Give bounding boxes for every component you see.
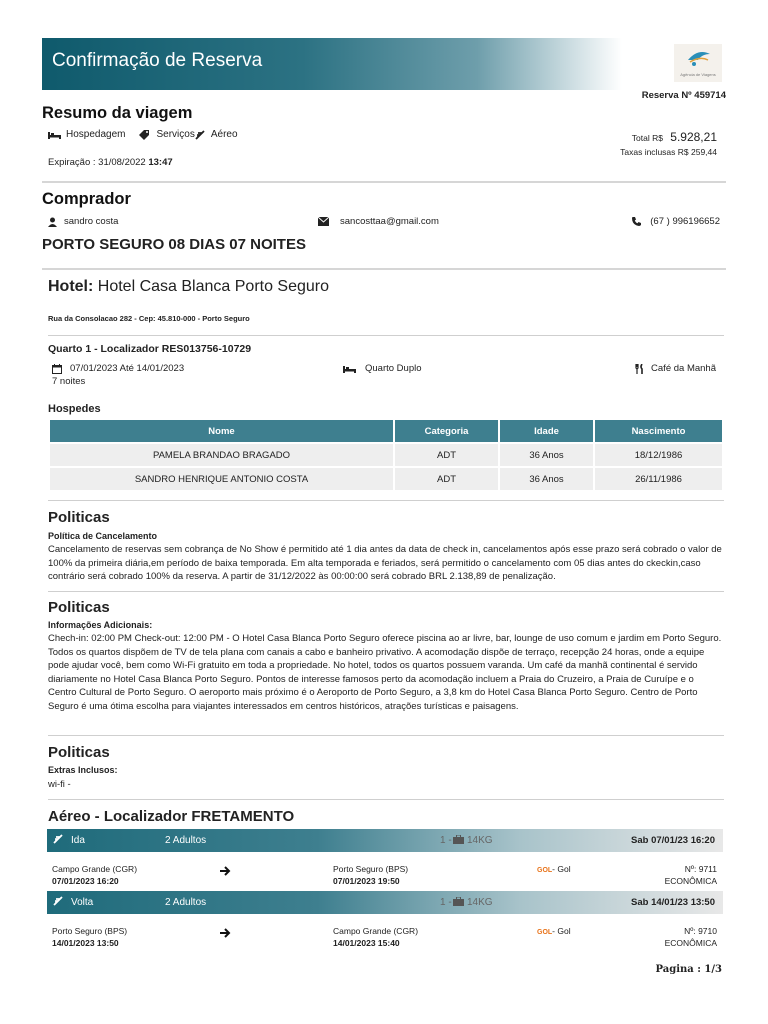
policy-title: Politicas — [48, 509, 110, 526]
airline — [537, 863, 571, 877]
guest-category: ADT — [395, 444, 498, 466]
expiration — [48, 157, 173, 168]
col-header-category: Categoria — [395, 420, 498, 442]
total-value: 5.928,21 — [670, 130, 717, 144]
airline-name: - Gol — [552, 864, 571, 874]
calendar-icon — [52, 364, 64, 374]
room-title: Quarto 1 - Localizador RES013756-10729 — [48, 343, 252, 355]
divider — [48, 591, 724, 592]
leg-pax: 2 Adultos — [165, 835, 207, 846]
hotel-heading — [48, 278, 329, 296]
leg-direction: Volta — [71, 897, 94, 908]
airline-logo: GOL — [537, 867, 553, 874]
origin-datetime: 14/01/2023 13:50 — [52, 938, 119, 948]
summary-item-lodging: Hospedagem — [66, 129, 126, 140]
agency-logo — [674, 44, 722, 82]
total-price — [632, 130, 717, 144]
envelope-icon — [318, 217, 330, 227]
policy-subtitle: Política de Cancelamento — [48, 531, 158, 541]
bed-icon — [343, 364, 355, 374]
plane-icon — [195, 130, 207, 140]
policy-text: Cancelamento de reservas sem cobrança de No Show é permitido até 1 dia antes da data de check in, cancelamentos após esse prazo será cobrado o valor de 100% da primeira diária,em período de baixa temporada. Em alta temporada e feriados, será permitido o cancelamento com 05 dias antes do ckeckin,caso contrário será cobrado 100% da reserva. A partir de 31/12/2022 às 00:00:00 será cobrado BRL 2.138,89 de penalização. — [48, 544, 722, 582]
room-dates: 07/01/2023 Até 14/01/2023 — [70, 363, 185, 374]
divider — [48, 335, 724, 336]
policy-title: Politicas — [48, 744, 110, 761]
bag-count: 1 - — [440, 835, 452, 846]
guest-age: 36 Anos — [500, 468, 593, 490]
divider — [48, 799, 724, 800]
summary-item-air: Aéreo — [210, 129, 238, 140]
buyer-name: sandro costa — [64, 216, 119, 227]
cutlery-icon — [635, 364, 647, 374]
policy-text: Chech-in: 02:00 PM Check-out: 12:00 PM - O Hotel Casa Blanca Porto Seguro oferece piscina ao ar livre, bar, lounge de uso comum e jardim em Porto Seguro. Todos os quartos dispõem de TV de tela plana com canais a cabo e banheiro privativo. A acomodação dispõe de terraço, recepção 24 horas, onde a equipe pode ajudar você, bem como Wi-Fi gratuito em toda a propriedade. No hotel, todos os quartos possuem varanda. Um café da manhã continental é servido diariamente no Hotel Casa Blanca Porto Seguro. Pontos de interesse famosos perto da acomodação incluem a Praia do Cruzeiro, a Praia de Curuípe e o Centro Cultural de Porto Seguro. O aeroporto mais próximo é o Aeroporto de Porto Seguro, a 3,8 km do Hotel Casa Blanca Porto Seguro. Centro de Porto Seguro é uma ótima escolha para viajantes interessados em centros históricos, atrações turísticas e paisagens. — [48, 633, 722, 712]
destination-airport: Campo Grande (CGR) — [333, 926, 419, 936]
policy-text: wi-fi - — [48, 779, 71, 790]
summary-items — [48, 129, 238, 140]
buyer-email-row — [318, 216, 439, 227]
page-number: Pagina : 1/3 — [655, 964, 722, 975]
airline-name: - Gol — [552, 926, 571, 936]
hotel-address: Rua da Consolacao 282 - Cep: 45.810-000 - Porto Seguro — [48, 314, 250, 323]
guest-birth: 26/11/1986 — [595, 468, 722, 490]
table-header-row — [50, 420, 722, 442]
table-row — [50, 444, 722, 466]
buyer-name-row — [48, 216, 118, 227]
divider — [48, 500, 724, 501]
origin-airport: Campo Grande (CGR) — [52, 864, 138, 874]
cabin-class: ECONÔMICA — [664, 876, 717, 886]
guest-category: ADT — [395, 468, 498, 490]
destination-datetime: 07/01/2023 19:50 — [333, 876, 400, 886]
reservation-number: Reserva Nº 459714 — [641, 90, 726, 101]
summary-item-services: Serviços — [156, 129, 195, 140]
arrow-right-icon — [220, 928, 231, 941]
meal-row — [635, 363, 716, 374]
destination-airport: Porto Seguro (BPS) — [333, 864, 409, 874]
summary-title: Resumo da viagem — [42, 104, 193, 122]
bag-count: 1 - — [440, 897, 452, 908]
divider — [42, 181, 726, 183]
meal-plan: Café da Manhã — [651, 363, 716, 374]
col-header-birth: Nascimento — [595, 420, 722, 442]
leg-pax: 2 Adultos — [165, 897, 207, 908]
guests-title: Hospedes — [48, 403, 101, 415]
col-header-age: Idade — [500, 420, 593, 442]
airline — [537, 925, 571, 939]
buyer-email[interactable]: sancosttaa@gmail.com — [340, 216, 439, 227]
arrow-right-icon — [220, 866, 231, 879]
guest-age: 36 Anos — [500, 444, 593, 466]
bag-weight: 14KG — [467, 897, 493, 908]
destination-datetime: 14/01/2023 15:40 — [333, 938, 400, 948]
logo-text: Agência de Viagens — [680, 72, 716, 77]
room-dates-row — [52, 363, 184, 374]
flight-number: Nº: 9710 — [684, 926, 717, 936]
user-icon — [48, 217, 60, 227]
bed-icon — [48, 130, 60, 140]
leg-origin — [52, 925, 127, 949]
policy-subtitle: Extras Inclusos: — [48, 765, 118, 775]
leg-origin — [52, 863, 137, 887]
phone-icon — [632, 217, 644, 227]
flight-info — [665, 925, 717, 949]
guest-name: SANDRO HENRIQUE ANTONIO COSTA — [50, 468, 393, 490]
cabin-class: ECONÔMICA — [664, 938, 717, 948]
divider — [42, 268, 726, 270]
room-type-row — [343, 363, 422, 374]
hotel-label: Hotel: — [48, 278, 94, 295]
guest-name: PAMELA BRANDAO BRAGADO — [50, 444, 393, 466]
flight-info — [665, 863, 717, 887]
table-row — [50, 468, 722, 490]
air-title: Aéreo - Localizador FRETAMENTO — [48, 808, 295, 825]
buyer-phone: (67 ) 996196652 — [650, 216, 720, 227]
room-nights: 7 noites — [52, 376, 86, 387]
leg-destination — [333, 863, 408, 887]
policy-subtitle: Informações Adicionais: — [48, 620, 153, 630]
divider — [48, 735, 724, 736]
expiration-label: Expiração : 31/08/2022 — [48, 157, 146, 168]
tag-icon — [139, 130, 151, 140]
buyer-title: Comprador — [42, 190, 131, 208]
guest-birth: 18/12/1986 — [595, 444, 722, 466]
leg-date: Sab 07/01/23 16:20 — [631, 835, 715, 846]
page-title: Confirmação de Reserva — [52, 50, 263, 71]
flight-leg-bar — [47, 891, 723, 914]
total-label: Total R$ — [631, 133, 663, 143]
airline-logo: GOL — [537, 929, 553, 936]
taxes-included: Taxas inclusas R$ 259,44 — [620, 147, 717, 157]
suitcase-icon — [453, 897, 464, 909]
expiration-time: 13:47 — [148, 157, 173, 168]
bag-weight: 14KG — [467, 835, 493, 846]
suitcase-icon — [453, 835, 464, 847]
leg-destination — [333, 925, 418, 949]
leg-date: Sab 14/01/23 13:50 — [631, 897, 715, 908]
plane-icon — [53, 834, 63, 847]
origin-airport: Porto Seguro (BPS) — [52, 926, 128, 936]
room-type: Quarto Duplo — [365, 363, 422, 374]
package-title: PORTO SEGURO 08 DIAS 07 NOITES — [42, 236, 306, 253]
hotel-name: Hotel Casa Blanca Porto Seguro — [97, 278, 330, 295]
policy-title: Politicas — [48, 599, 110, 616]
plane-icon — [53, 896, 63, 909]
leg-direction: Ida — [71, 835, 85, 846]
flight-number: Nº: 9711 — [684, 864, 717, 874]
origin-datetime: 07/01/2023 16:20 — [52, 876, 119, 886]
col-header-name: Nome — [50, 420, 393, 442]
guests-table — [48, 418, 724, 492]
buyer-phone-row — [632, 216, 720, 227]
flight-leg-bar — [47, 829, 723, 852]
